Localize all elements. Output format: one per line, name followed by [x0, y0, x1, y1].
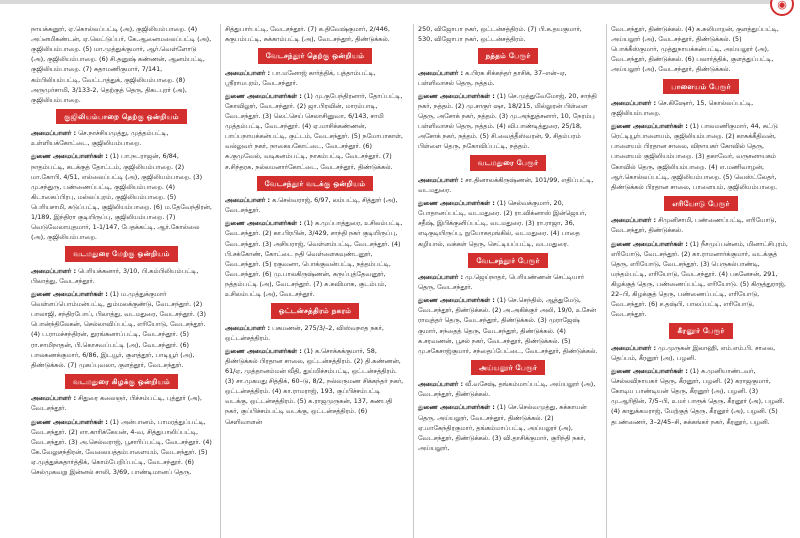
section-heading: அய்யலூர் பேரூர்: [471, 360, 545, 375]
role-label: அமைப்பாளர் :: [225, 323, 271, 332]
role-label: துணை அமைப்பாளர்கள் :: [31, 152, 108, 161]
entry-paragraph: [418, 91, 598, 152]
entry-paragraph: [418, 24, 598, 44]
entry-paragraph: [31, 151, 212, 242]
entry-text: பெரியக்கனார், 3/10, பி.கம்பிலியம்பட்டி, பிலாத்து, வேடசந்தூர்.: [31, 266, 199, 285]
role-label: துணை அமைப்பாளர்கள் :: [31, 417, 108, 426]
role-label: துணை அமைப்பாளர்கள் :: [418, 199, 495, 208]
column-2: [220, 24, 409, 538]
role-label: அமைப்பாளர் :: [31, 266, 77, 275]
section-heading: வேடசந்தூர் வடக்கு ஒன்றியம்: [257, 176, 374, 191]
entry-text: (1) செல்வக்குமார், 20, போதானப்பட்டி, வடமதுரை. (2) ரா.விக்னாஸ் இன்ஜெயர், சதீஷ், இபிக்குனிப்பட்டி, வடமதுரை. (3) ரா.ராஜா, 36, எடிகுடியிருப்பு, நுயோகமூங்கில், வடமதுரை. (4) பாதை கழியால், வக்கள் தெரு, செட்டியப்பட்டி, வடமதுரை.: [418, 199, 587, 248]
entry-paragraph: [225, 195, 405, 215]
entry-paragraph: [31, 128, 212, 148]
section-heading: வடமதுரை பேரூர்: [470, 155, 546, 170]
entry-text: க.பிரசு சிக்கந்தர் தாசிக், 37–என்–ஏ, பள்ளிவாசல் தெரு, நத்தம்.: [418, 68, 567, 87]
column-3: [413, 24, 602, 538]
entry-paragraph: [611, 98, 791, 118]
entry-text: சிதுரை கலைஞர், பிச்சம்பட்டி, புத்தூர் (அ), வேடசந்தூர்.: [31, 394, 202, 413]
entry-block: [31, 266, 212, 370]
entry-text: பசுமணன், 275/3/–2, விஸ்வநாத நகர், ஒட்டன்சத்திரம்.: [225, 323, 384, 342]
section-heading-wrap: [31, 246, 212, 261]
entry-paragraph: [31, 393, 212, 413]
entry-paragraph: [31, 266, 212, 286]
entry-block: [611, 215, 791, 319]
section-heading-wrap: [418, 253, 598, 268]
entry-text: மு.முருகன் இலாஹி, எம்.எம்.பி. சாலை, தெப்பம், கீரனூர் (அ), பழனி.: [611, 343, 776, 362]
entry-text: பா.மனோஜ் கார்த்திக், புத்தாம்பட்டி, ஸ்ரீராமபுரம், வேடசந்தூர்.: [225, 68, 376, 87]
article-columns: [27, 24, 793, 538]
entry-block: [31, 393, 212, 477]
entry-text: வீ.வசேஷ், தங்கம்மாப்பட்டி, அய்யலூர் (அ), வேடசந்தூர், திண்டுக்கல்.: [418, 380, 596, 399]
section-heading-wrap: [611, 79, 791, 94]
role-label: அமைப்பாளர் :: [418, 175, 464, 184]
entry-paragraph: [225, 68, 405, 88]
entry-text: செ.கிஷோர், 15, கொல்லப்பட்டி, குஜிலியம்பாறை.: [611, 98, 754, 118]
entry-text: வேடசந்தூர், திண்டுக்கல். (4) க.சுலிமாறன், குளத்துப்பட்டி, அய்யலூர் (அ), வேடசந்தூர், திண்டுக்கல். (5) பொக்கீஸ்குமார், முத்துநாயக்கன்பட்டி, அய்யலூர் (அ), வேடசந்தூர், திண்டுக்கல். (6) பலார்த்திக், குளத்துப்பட்டி, அய்யலூர் (அ), வேடசந்தூர், திண்டுக்கல்.: [611, 25, 779, 74]
entry-text: (1) ம.முத்துக்குமார் வெள்ளப்பொம்மன்பட்டி, தும்மலக்குண்டு, வேடசந்தூர். (2) பாலாஜி, சந்திரபோப், பிலாத்து, வடமதுரை, வேடசந்தூர். (3) பொன்ந்திலேகன், செல்லாவிப்பட்டி, எரியோடு, வேடசந்தூர். (4) ப.ராமச்சந்திரன், துரங்கனாப்பட்டி, வேடசந்தூர். (5) ரா.சாமிநாதன், பி.கொசவப்பட்டி (அ), வேடசந்தூர். (6) பாலகணக்குமார், 6/86, இடயூர், குளத்தூர், பாடியூர் (அ), திண்டுக்கல். (7) முகப்புவலா, குளத்தூர், வேடசந்தூர்.: [31, 290, 207, 369]
entry-block: [418, 24, 598, 44]
entry-paragraph: [611, 215, 791, 235]
entry-block: [225, 195, 405, 299]
role-label: துணை அமைப்பாளர்கள் :: [611, 366, 688, 375]
section-heading-wrap: [418, 360, 598, 375]
entry-paragraph: [418, 402, 598, 453]
entry-text: (1) செ.செல்வமுத்து, சுக்காயன் தெரு, அய்யலூர், வேடசந்தூர், திண்டுக்கல். (2) ஏ.மாகேந்திரகுமார், தங்கம்மாப்பட்டி, அய்யலூர் (அ), வேடசந்தூர், திண்டுக்கல். (3) வி.தாசிக்குமார், குரிந்தி நகர், அய்யலூர்,: [418, 403, 587, 452]
section-heading-wrap: [225, 303, 405, 318]
role-label: அமைப்பாளர் :: [225, 196, 271, 205]
role-label: அமைப்பாளர் :: [418, 380, 464, 389]
entry-paragraph: [611, 239, 791, 320]
section-heading: வடமதுரை கிழக்கு ஒன்றியம்: [65, 374, 178, 389]
section-heading-wrap: [225, 176, 405, 191]
page-header-strip: [0, 0, 800, 14]
header-rule: [0, 0, 780, 4]
entry-paragraph: [418, 68, 598, 88]
entry-text: செ.நாச்சியமுத்து, முத்தம்பட்டி, உள்ளியக்கோட்டை, குஜிலியம்பாறை.: [31, 129, 169, 148]
section-heading: வேடசந்தூர் தெற்கு ஒன்றியம்: [258, 48, 372, 63]
section-heading-wrap: [611, 323, 791, 338]
entry-block: [418, 68, 598, 152]
entry-block: [418, 272, 598, 356]
role-label: அமைப்பாளர் :: [418, 68, 464, 77]
section-heading-wrap: [611, 196, 791, 211]
role-label: துணை அமைப்பாளர்கள் :: [418, 296, 495, 305]
entry-paragraph: [611, 24, 791, 75]
entry-paragraph: [31, 24, 212, 105]
column-4: [606, 24, 795, 538]
role-label: அமைப்பாளர் :: [31, 394, 77, 403]
role-label: அமைப்பாளர் :: [31, 129, 77, 138]
entry-block: [611, 24, 791, 75]
entry-paragraph: [225, 24, 405, 44]
role-label: துணை அமைப்பாளர்கள் :: [418, 91, 495, 100]
entry-paragraph: [31, 289, 212, 370]
role-label: துணை அமைப்பாளர்கள் :: [611, 122, 688, 131]
section-heading: குஜிலியம்பாறை தெற்கு ஒன்றியம்: [56, 109, 187, 124]
entry-block: [225, 24, 405, 44]
entry-block: [225, 323, 405, 427]
section-heading: கீரனூர் பேரூர்: [669, 323, 732, 338]
role-label: அமைப்பாளர் :: [225, 68, 271, 77]
entry-text: (1) மு.குபேந்திரனார், தோப்பட்டி, கோவிலூர், வேடசந்தூர். (2) ஜா.பிரவின், மாரம்பாடி, வேடசந்தூர். (3) லெட்செய் செலாசினுவா, 6/143, சாமி முத்தம்பட்டி, வேடசந்தூர். (4) ஏ.மாசிக்கண்ணன், பாப்பநாயக்கன்பட்டி, குட்டம், வேடசந்தூர். (5) நமோபாகாள், வல்லுவர் நகர், நாகையகோட்டை, வேடசந்தூர். (6) சு.குமுவேல், வடிகனம்பட்டி, நாகம்பட்டி, வேடசந்தூர். (7) ச.சிந்தரசு, நல்லமனார்கோட்டை, வேடசந்தூர், திண்டுக்கல்.: [225, 91, 403, 171]
entry-block: [611, 98, 791, 192]
entry-text: நாயக்கனூர், ஏ.கொல்லப்பட்டி (அ), குஜிலியம்பாறை. (4) அப்னமிகண்டன், ஏ.லெட்டுப்பர், கே.ஆனைமலைப்பட்டி (அ), குஜிலியம்பாறை. (5) மா.முத்துக்குமார், ஆர்.வெள்ளோடு (அ), குஜிலியம்பாறை. (6) சி.தனுஷ் கண்ணன், ஆனம்பட்டி, குஜிலியம்பாறை. (7) சுதாமணிகுமார், 7/141, கம்பிலியம்பட்டி, வேட்டாத்துக், குஜிலியம்பாறை. (8) அருமுர்சாமி, 3/133-2, தெற்குத் தெரு, திகடபுரர் (அ), குஜிலியம்பாறை.: [31, 25, 212, 104]
section-heading-wrap: [225, 48, 405, 63]
entry-text: க.செல்வராஜ், 6/97, லம்பட்டி, சித்தூர் (அ), வேடசந்தூர்.: [225, 196, 398, 215]
entry-text: மு.ஜெய்நாதர், பெரியண்ணன் செட்டியார் தெரு, வேடசந்தூர்.: [418, 272, 585, 292]
entry-block: [611, 343, 791, 427]
entry-paragraph: [225, 346, 405, 427]
section-heading: எரியோடு பேரூர்: [664, 196, 737, 211]
entry-text: 250, விஜோபா நகர், ஒட்டன்சத்திரம். (7) பி.க.தயகுமார், 530, விஜோபா நகர், ஒட்டன்சத்திரம்.: [418, 25, 582, 44]
entry-paragraph: [225, 91, 405, 172]
section-heading-wrap: [31, 374, 212, 389]
entry-paragraph: [225, 323, 405, 343]
entry-text: சா.தினாலக்கிருஷ்ணன், 101/99, எதிப்பட்டி, வடமதுரை.: [418, 175, 594, 194]
entry-block: [418, 379, 598, 453]
entry-block: [31, 24, 212, 105]
entry-paragraph: [31, 417, 212, 478]
entry-paragraph: [418, 379, 598, 399]
section-heading-wrap: [418, 155, 598, 170]
entry-paragraph: [418, 295, 598, 356]
entry-text: (1) க.சொக்கக்குமார், 58, திண்டுக்கல் பிரதான சாலை, ஒட்டன்சத்திரம். (2) தி.கண்ணன், 61/ஏ, முத்தானம்மன் வீதி, துய்மிச்சம்பட்டி, ஒட்டன்சத்திரம். (3) சா.முகமது சித்திக், 60–டு, 8/2, நல்லருமண சிக்கந்தர் நகர், ஒட்டன்சத்திரம். (4) கா.ராமராஜ், 193, குப்பிச்சம்பட்டி வடக்கு, ஒட்டன்சத்திரம். (5) க.ராஜமுருகன், 137, கணபதி நகர், குப்பிச்சம்பட்டி வடக்கு, ஒட்டன்சத்திரம். (6) செளிவாளன்: [225, 346, 404, 426]
role-label: துணை அமைப்பாளர்கள் :: [225, 219, 302, 228]
role-label: துணை அமைப்பாளர்கள் :: [225, 346, 302, 355]
entry-paragraph: [611, 121, 791, 192]
role-label: துணை அமைப்பாளர்கள் :: [225, 91, 302, 100]
section-heading: நத்தம் பேரூர்: [478, 48, 539, 63]
entry-text: சித்துபார்பட்டி, வேடசந்தூர். (7) க.திவேஷ்குமார், 2/446, சுகுபம்பட்டி, சுக்காம்பட்டி (அ), வேடசந்தூர், திண்டுக்கல்.: [225, 25, 390, 44]
role-label: துணை அமைப்பாளர்கள் :: [31, 290, 108, 299]
entry-block: [418, 175, 598, 249]
entry-paragraph: [611, 343, 791, 363]
column-1: [27, 24, 216, 538]
entry-text: (1) செ.முத்துவேமோஜ், 20, சாந்தி நகர், நத்தம். (2) மு.சாகுர் ஷா, 18/215, மில்லுரன் பிள்ளை தெரு, அசோக் நகர், நத்தம். (3) மு.அந்துத்சனார், 10, நேரம்பு பள்ளிவாசல் தெரு, நத்தம். (4) வி.பாண்டித்துரை, 25/18, அசோக் நகர், நத்தம். (5) சி.வைத்தீஸ்வரன், 9, சிதம்பரம் பிள்ளை தெரு, நகோவிப்பட்டி, நத்தம்.: [418, 91, 597, 151]
entry-text: (1) சு.முனியாண்டவர், செல்லவிநாயகர் தெரு, கீரனூர், பழனி. (2) கராஜகுமார், கோடிய பாண்டியன் தெரு, கீரனூர் (அ), பழனி. (3) மு.ஆரிதின், 7/5–பி, உமர் பாரூக் தெரு, கீரனூர் (அ), பழனி. (4) காதுக்கமராஜ், மேற்குத் தெரு, கீரனூர் (அ), பழனி. (5) தபண்ணைர், 3–2/45–சி, சுக்கங்கர் நகர், கீரனூர், பழனி.: [611, 366, 785, 426]
role-label: அமைப்பாளர் :: [418, 272, 464, 281]
entry-text: (1) அன்பானம், பாமரத்துப்பட்டி, வேடசந்தூர். (2) எா.காரிக்கேயன், 4-வ, சித்துபாலிப்பட்டி, வேடசந்தூர். (3) அ.செல்வராஜ், பூசாரிப்பட்டி, வேடசந்தூர். (4) கே.வேலுசந்திரன், வேலையத்தம்பாளையம், வேடசந்தூர். (5) ஏ.முத்துக்கதார்த்திக், கொம்பேறிப்பட்டி, வேடசந்தூர். (6) செல்முகவறு இன்னல் சாலி, 3/69, பாண்டிமானப் தெரு,: [31, 417, 212, 477]
section-heading: வேடசந்தூர் பேரூர்: [468, 253, 547, 268]
entry-text: (1) பா.நடராஜன், 6/84, நாதம்பட்டி, கடக்குத் தோட்டம், குஜிலியம்பாறை. (2) மா.கோபி, 4/51, எல்லைப்பட்டி (அ), குஜிலியம்பாறை. (3) மு.சந்துரு, பண்ணைப்பட்டி, குஜிலியம்பாறை. (4) கிடாகைப்பிரபு, மல்லப்புரம், குஜிலியம்பாறை. (5) பெரியசாமி, கடுப்பட்டி, குஜிலியம்பாறை. (6) ம.தேவேந்திரன், 1/189, இந்திரா குடியிருப்பு, குஜிலியம்பாறை. (7) வெடுவேலாயுதமார், 1-1/147, பேதக்கட்டி, ஆர்.கோல்லை (அ), குஜிலியம்பாறை.: [31, 152, 212, 242]
role-label: துணை அமைப்பாளர்கள் :: [611, 239, 688, 248]
role-label: அமைப்பாளர் :: [611, 343, 657, 352]
section-heading: வடமதுரை மேற்கு ஒன்றியம்: [65, 246, 177, 261]
section-heading-wrap: [418, 48, 598, 63]
entry-block: [225, 68, 405, 172]
entry-text: சிமுனிசாமி, பண்ணைப்பட்டி, எரியோடு, வேடசந்தூர், திண்டுக்கல்.: [611, 216, 777, 235]
entry-text: (1) நீசமுப்பன்னம், மினாட்சிபுரம், எரியோடு, வேடசந்தூர். (2) கா.ராமனார்க்குமார், வடக்குத் தெரு, எரியோடு, வேடசந்தூர். (3) பெருகல்பாண்டி, மந்தம்பட்டி, எரியோடு, வேடசந்தூர். (4) பகனேசன், 291, கிழக்குத் தெரு, பண்ணைப்பட்டி, எரியோடு. (5) கிருத்துராஜ், 22–பி, கிழக்குத் தெரு, பண்ணைப்பட்டி, எரியோடு, வேடசந்தூர். (6) ச.தஷ்பி, பாலப்பட்டி, எரியோடு, வேடசந்தூர்.: [611, 239, 788, 319]
entry-paragraph: [225, 218, 405, 299]
entry-paragraph: [418, 198, 598, 249]
entry-block: [31, 128, 212, 242]
entry-text: (1) சு.முப்பாத்துரை, உசிலம்பட்டி, வேடசந்தூர். (2) கா.பிரபின், 3/429, சாந்தி நகர் குடியிருப்பு, வேடசந்தூர். (3) அசியராஜ், வெள்ளம்பட்டி, வேடசந்தூர். (4) பி.சக்கோண், கோட்டை நதி வெள்ளைகவுண்டனூர், வேடசந்தூர். (5) ரகுவனா, பொக்குவன்பட்டி, நத்தம்பட்டி, வேடசந்தூர். (6) மு.பாலகிருஷ்ணன், கருப்புத்தேவனூர், நத்தம்பட்டி (அ), வேடசந்தூர். (7) சு.சுவிமாசு, குடம்பம், உசிலம்பட்டி (அ), வேடசந்தூர்.: [225, 219, 403, 299]
newspaper-logo: ◉: [770, 0, 794, 16]
section-heading: பாளையம் பேரூர்: [663, 79, 738, 94]
section-heading: ஒட்டன்சத்திரம் நகரம்: [271, 303, 360, 318]
entry-paragraph: [611, 366, 791, 427]
entry-paragraph: [418, 175, 598, 195]
entry-text: (1) பாலமணிகுமார், 44, சுட்டு ரெட்டியூர்பாளையம், குஜிலியம்பாறை. (2) காசுக்கீதிவன், பாளையம் பிரதான சாலை, விநாயகர் கோவில் தெரு, பாளையம் குஜிலியம்பாறை. (3) தகாவேர், வருசனாயகம் கோவில் தெரு, குஜிலியம்பாறை. (4) எ.மணிவாழன், ஆர்.கொல்லப்பட்டி, குஜிலியம்பாறை. (5) வெஸ்ட்லேதர், திண்டுக்கல் பிரதான சாலை, பாளையம், குஜிலியம்பாறை.: [611, 122, 778, 191]
role-label: அமைப்பாளர் :: [611, 216, 657, 225]
section-heading-wrap: [31, 109, 212, 124]
entry-text: (1) செ.செந்தில், ஆத்துமேடு, வேடசந்தூர், திண்டுக்கல். (2) அ.அகிக்குர் அலி, 19/0, உசேன் ராவுத்தர் தெரு, வேடசந்தூர், திண்டுக்கல். (3) முராஜேஷ் குமார், சந்தைத் தெரு, வேடசந்தூர், திண்டுக்கல். (4) க.சரவணன், பூசல் நகர், வேடசந்தூர், திண்டுக்கல். (5) மு.சகேசாஜ்குமார், சந்தைப்பேட்டை, வேடசந்தூர், திண்டுக்கல்.: [418, 296, 598, 355]
entry-paragraph: [418, 272, 598, 292]
role-label: துணை அமைப்பாளர்கள் :: [418, 403, 495, 412]
role-label: அமைப்பாளர் :: [611, 98, 657, 107]
